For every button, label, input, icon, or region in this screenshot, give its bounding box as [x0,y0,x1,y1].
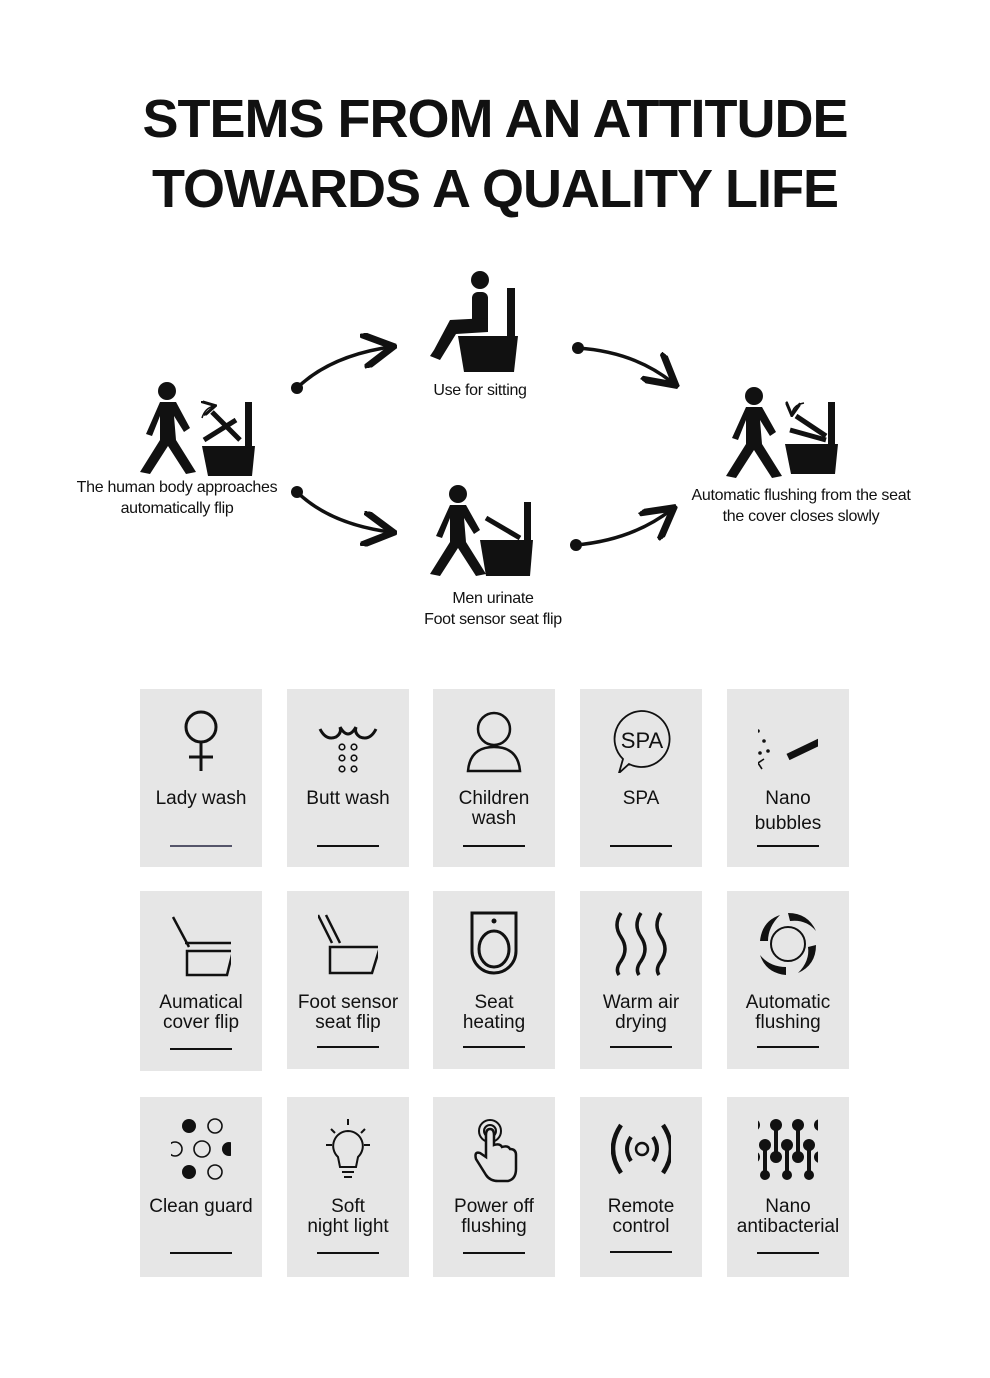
feature-tile [727,689,849,867]
approach-person-icon [140,382,196,474]
feature-underline [610,845,672,847]
touch-hand-icon [464,1117,524,1183]
feature-label [433,1197,555,1237]
feature-label-line-2: cover flip [162,1012,240,1033]
caption-flushing-line-2: the cover closes slowly [722,508,880,525]
female-symbol-icon [171,707,231,773]
caption-approach-line-2: automatically flip [120,500,234,517]
feature-label [580,789,702,809]
feature-tile [580,891,702,1069]
feature-label-line-1: Nano [765,1196,811,1217]
feature-label-line-1: Nano [765,788,811,809]
feature-underline [170,1048,232,1050]
light-bulb-icon [318,1117,378,1183]
child-person-icon [464,707,524,773]
feature-tile [580,689,702,867]
feature-label-line-1: Lady wash [155,788,247,809]
feature-underline [610,1046,672,1048]
feature-label [433,789,555,829]
feature-label-line-2: antibacterial [736,1216,840,1237]
feature-label-line-2: wash [471,808,517,829]
antibacterial-icon [758,1117,818,1183]
feature-label-line-1: Foot sensor [297,992,399,1013]
feature-label [140,1197,262,1217]
feature-underline [317,1046,379,1048]
feature-label-line-1: Warm air [602,992,680,1013]
headline-line-1: STEMS FROM AN ATTITUDE [142,89,848,149]
feature-tile [433,891,555,1069]
leaving-person-icon [726,387,782,478]
feature-tile [287,689,409,867]
standing-person-icon [430,485,486,576]
feature-label-line-1: Automatic [745,992,831,1013]
feature-label-line-2: night light [307,1216,389,1237]
feature-label [727,1197,849,1237]
feature-underline [757,1252,819,1254]
feature-tile [140,891,262,1071]
feature-label-line-1: Remote [607,1196,675,1217]
caption-urinate-line-2: Foot sensor seat flip [424,611,562,628]
headline-line-2: TOWARDS A QUALITY LIFE [151,159,838,219]
feature-label [433,993,555,1033]
feature-underline [757,845,819,847]
feature-label [287,993,409,1033]
feature-underline [317,845,379,847]
feature-label [727,789,849,834]
feature-tile [140,689,262,867]
toilet-seat-up-icon [480,502,533,576]
feature-label [287,789,409,809]
feature-label-line-2: control [612,1216,670,1237]
feature-label-line-1: SPA [622,788,660,809]
remote-signal-icon [611,1117,671,1183]
toilet-closing-icon [785,402,838,474]
feature-label-line-2: flushing [461,1216,527,1237]
feature-underline [463,845,525,847]
caption-urinate-line-1: Men urinate [452,590,534,607]
feature-label [140,993,262,1033]
feature-label-line-1: Power off [454,1196,534,1217]
water-spray-icon [318,707,378,773]
caption-flushing-line-1: Automatic flushing from the seat [691,487,911,504]
feature-label [580,993,702,1033]
caption-approach [52,477,302,519]
feature-label [580,1197,702,1237]
feature-label-line-2: seat flip [315,1012,381,1033]
caption-sitting [400,380,560,401]
spa-bubble-icon [611,707,671,773]
feature-label-line-2: heating [462,1012,526,1033]
feature-tile [727,1097,849,1277]
seat-heating-icon [464,911,524,977]
feature-tile [580,1097,702,1277]
feature-label [287,1197,409,1237]
feature-label-line-1: Butt wash [306,788,390,809]
spa-icon-text: SPA [620,728,664,753]
flow-arrows [291,342,673,551]
feature-label-line-1: Clean guard [149,1196,253,1217]
feature-tile [433,689,555,867]
feature-label [140,789,262,809]
caption-urinate [393,588,593,630]
caption-flushing [662,485,940,527]
feature-tile [287,891,409,1069]
feature-underline [463,1252,525,1254]
feature-label-line-1: Seat [474,992,514,1013]
clean-guard-icon [171,1117,231,1183]
feature-label-line-2: flushing [755,1012,821,1033]
feature-tile [433,1097,555,1277]
feature-label-line-1: Children [458,788,530,809]
caption-sitting-line-1: Use for sitting [433,382,527,399]
feature-tile [287,1097,409,1277]
feature-underline [170,845,232,847]
seat-flip-icon [318,913,378,979]
feature-label [727,993,849,1033]
feature-label-line-2: drying [615,1012,667,1033]
usage-flow-diagram [0,250,990,650]
warm-air-icon [611,911,671,977]
feature-label-line-1: Aumatical [159,992,243,1013]
feature-underline [757,1046,819,1048]
caption-approach-line-1: The human body approaches [76,479,278,496]
feature-tile [727,891,849,1069]
feature-underline [463,1046,525,1048]
feature-label-line-1: Soft [331,1196,365,1217]
feature-underline [170,1252,232,1254]
feature-underline [610,1251,672,1253]
toilet-open-icon [202,402,255,476]
feature-underline [317,1252,379,1254]
nano-bubbles-icon [758,707,818,773]
feature-tile [140,1097,262,1277]
auto-flush-icon [758,911,818,977]
feature-label-line-2: bubbles [754,813,822,834]
cover-flip-icon [171,913,231,979]
